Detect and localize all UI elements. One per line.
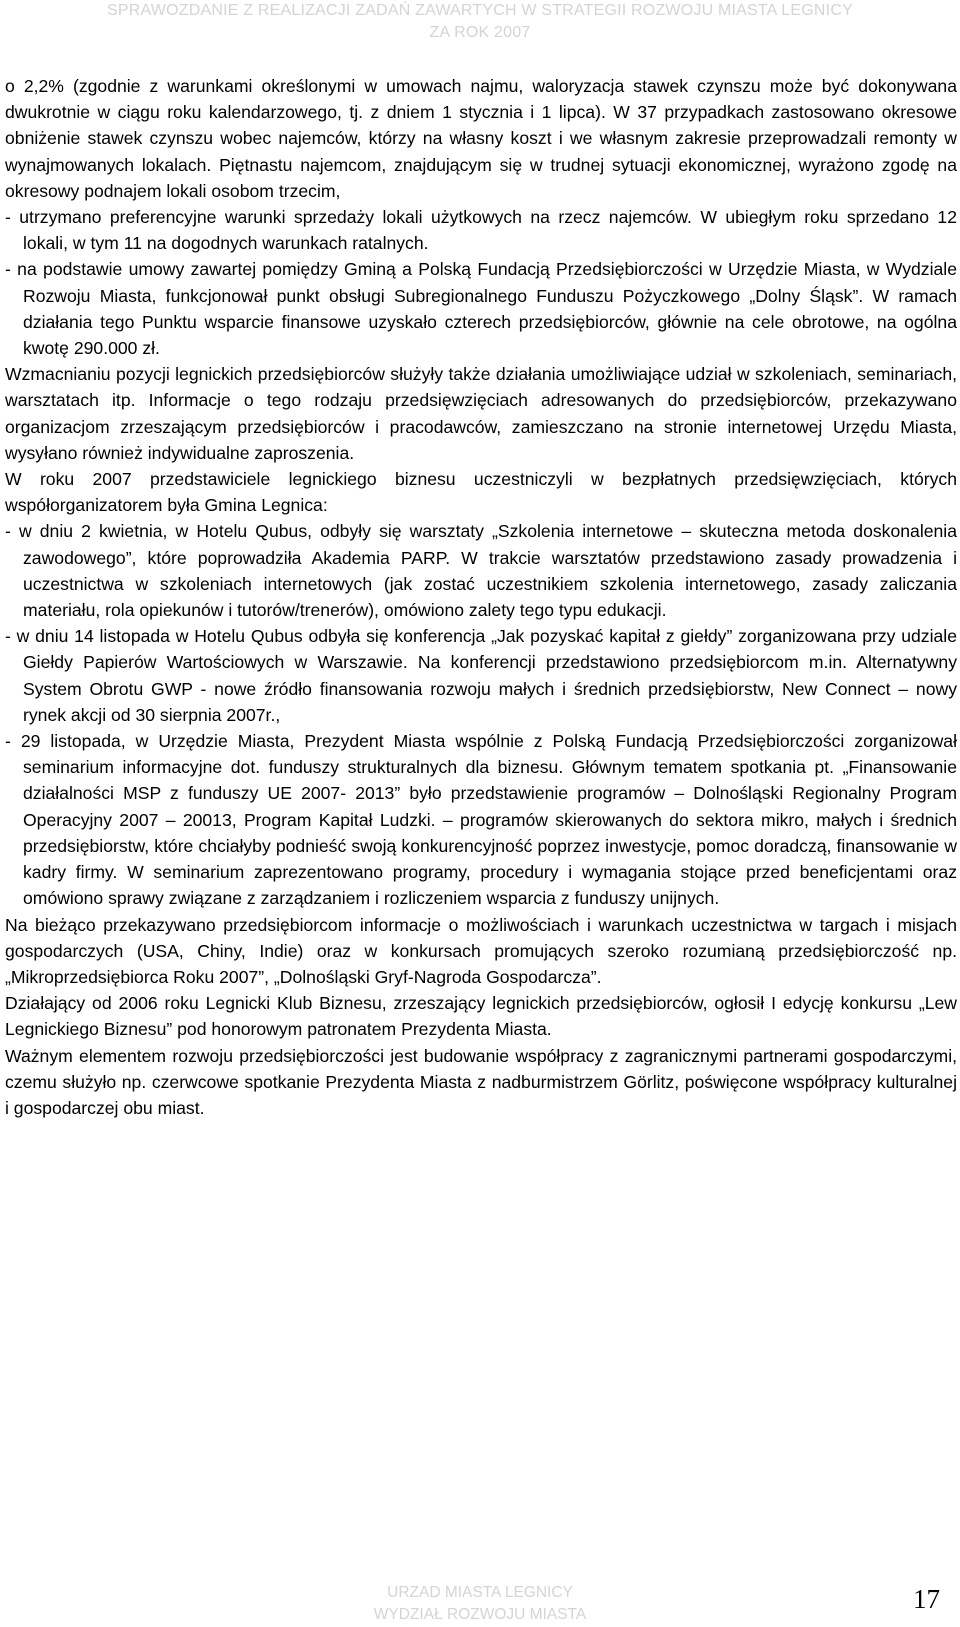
paragraph: Działający od 2006 roku Legnicki Klub Biznesu, zrzeszający legnickich przedsiębiorców, ogłosił I edycję konkursu „Lew Legnickiego Biznesu” pod honorowym patronatem Prezydenta Miasta. xyxy=(5,993,957,1040)
list-item: - w dniu 14 listopada w Hotelu Qubus odbyła się konferencja „Jak pozyskać kapitał z giełdy” zorganizowana przy udziale Giełdy Papierów Wartościowych w Warszawie. Na konferencji przedstawiono przedsiębiorcom m.in. Alternatywny System Obrotu GWP - nowe źródło finansowania rozwoju małych i średnich przedsiębiorstw, New Connect – nowy rynek akcji od 30 sierpnia 2007r., xyxy=(5,626,957,725)
list-item: - utrzymano preferencyjne warunki sprzedaży lokali użytkowych na rzecz najemców. W ubiegłym roku sprzedano 12 lokali, w tym 11 na dogodnych warunkach ratalnych. xyxy=(5,207,957,254)
paragraph: o 2,2% (zgodnie z warunkami określonymi w umowach najmu, waloryzacja stawek czynszu może być dokonywana dwukrotnie w ciągu roku kalendarzowego, tj. z dniem 1 stycznia i 1 lipca). W 37 przypadkach zastosowano okresowe obniżenie stawek czynszu wobec najemców, którzy na własny koszt i we własnym zakresie przeprowadzali remonty w wynajmowanych lokalach. Piętnastu najemcom, znajdującym się w trudnej sytuacji ekonomicznej, wyrażono zgodę na okresowy podnajem lokali osobom trzecim, xyxy=(5,76,957,201)
page-header xyxy=(0,0,960,44)
list-item: - w dniu 2 kwietnia, w Hotelu Qubus, odbyły się warsztaty „Szkolenia internetowe – skuteczna metoda doskonalenia zawodowego”, które poprowadziła Akademia PARP. W trakcie warsztatów przedstawiono zasady prowadzenia i uczestnictwa w szkoleniach internetowych (jak zostać uczestnikiem szkolenia internetowego, zasady zaliczania materiału, rola opiekunów i tutorów/trenerów), omówiono zalety tego typu edukacji. xyxy=(5,521,957,621)
list-item: - na podstawie umowy zawartej pomiędzy Gminą a Polską Fundacją Przedsiębiorczości w Urzędzie Miasta, w Wydziale Rozwoju Miasta, funkcjonował punkt obsługi Subregionalnego Funduszu Pożyczkowego „Dolny Śląsk”. W ramach działania tego Punktu wsparcie finansowe uzyskało czterech przedsiębiorców, głównie na cele obrotowe, na ogólna kwotę 290.000 zł. xyxy=(5,259,957,359)
page-footer xyxy=(0,1582,960,1626)
paragraph: Na bieżąco przekazywano przedsiębiorcom informacje o możliwościach i warunkach uczestnictwa w targach i misjach gospodarczych (USA, Chiny, Indie) oraz w konkursach promujących szeroko rozumianą przedsiębiorczość np. „Mikroprzedsiębiorca Roku 2007”, „Dolnośląski Gryf-Nagroda Gospodarcza”. xyxy=(5,914,957,987)
paragraph: Wzmacnianiu pozycji legnickich przedsiębiorców służyły także działania umożliwiające udział w szkoleniach, seminariach, warsztatach itp. Informacje o tego rodzaju przedsięwzięciach adresowanych do przedsiębiorców, przekazywano organizacjom zrzeszającym przedsiębiorców i pracodawców, zamieszczano na stronie internetowej Urzędu Miasta, wysyłano również indywidualne zaproszenia. xyxy=(5,364,957,463)
paragraph: W roku 2007 przedstawiciele legnickiego biznesu uczestniczyli w bezpłatnych przedsięwzięciach, których współorganizatorem była Gmina Legnica: xyxy=(5,469,957,516)
paragraph: Ważnym elementem rozwoju przedsiębiorczości jest budowanie współpracy z zagranicznymi partnerami gospodarczymi, czemu służyło np. czerwcowe spotkanie Prezydenta Miasta z nadburmistrzem Görlitz, poświęcone współpracy kulturalnej i gospodarczej obu miast. xyxy=(5,1045,957,1118)
list-item: - 29 listopada, w Urzędzie Miasta, Prezydent Miasta wspólnie z Polską Fundacją Przedsiębiorczości zorganizował seminarium informacyjne dot. funduszy strukturalnych dla biznesu. Głównym tematem spotkania pt. „Finansowanie działalności MSP z funduszy UE 2007- 2013” było przedstawienie programów – Dolnośląski Regionalny Program Operacyjny 2007 – 20013, Program Kapitał Ludzki. – programów skierowanych do sektora mikro, małych i średnich przedsiębiorstw, które chciałyby podnieść swoją konkurencyjność poprzez inwestycje, pomoc doradczą, finansowanie w kadry firmy. W seminarium zaprezentowano programy, procedury i wymagania stojące przed beneficjentami oraz omówiono sprawy związane z zarządzaniem i rozliczeniem wsparcia z funduszy unijnych. xyxy=(5,731,957,909)
page-number: 17 xyxy=(913,1584,940,1614)
header-title: SPRAWOZDANIE Z REALIZACJI ZADAŃ ZAWARTYCH W STRATEGII ROZWOJU MIASTA LEGNICY xyxy=(107,2,853,19)
footer-office: URZAD MIASTA LEGNICY xyxy=(387,1584,573,1601)
footer-department: WYDZIAŁ ROZWOJU MIASTA xyxy=(373,1606,587,1623)
document-body xyxy=(5,73,957,1121)
header-subtitle: ZA ROK 2007 xyxy=(429,24,531,41)
